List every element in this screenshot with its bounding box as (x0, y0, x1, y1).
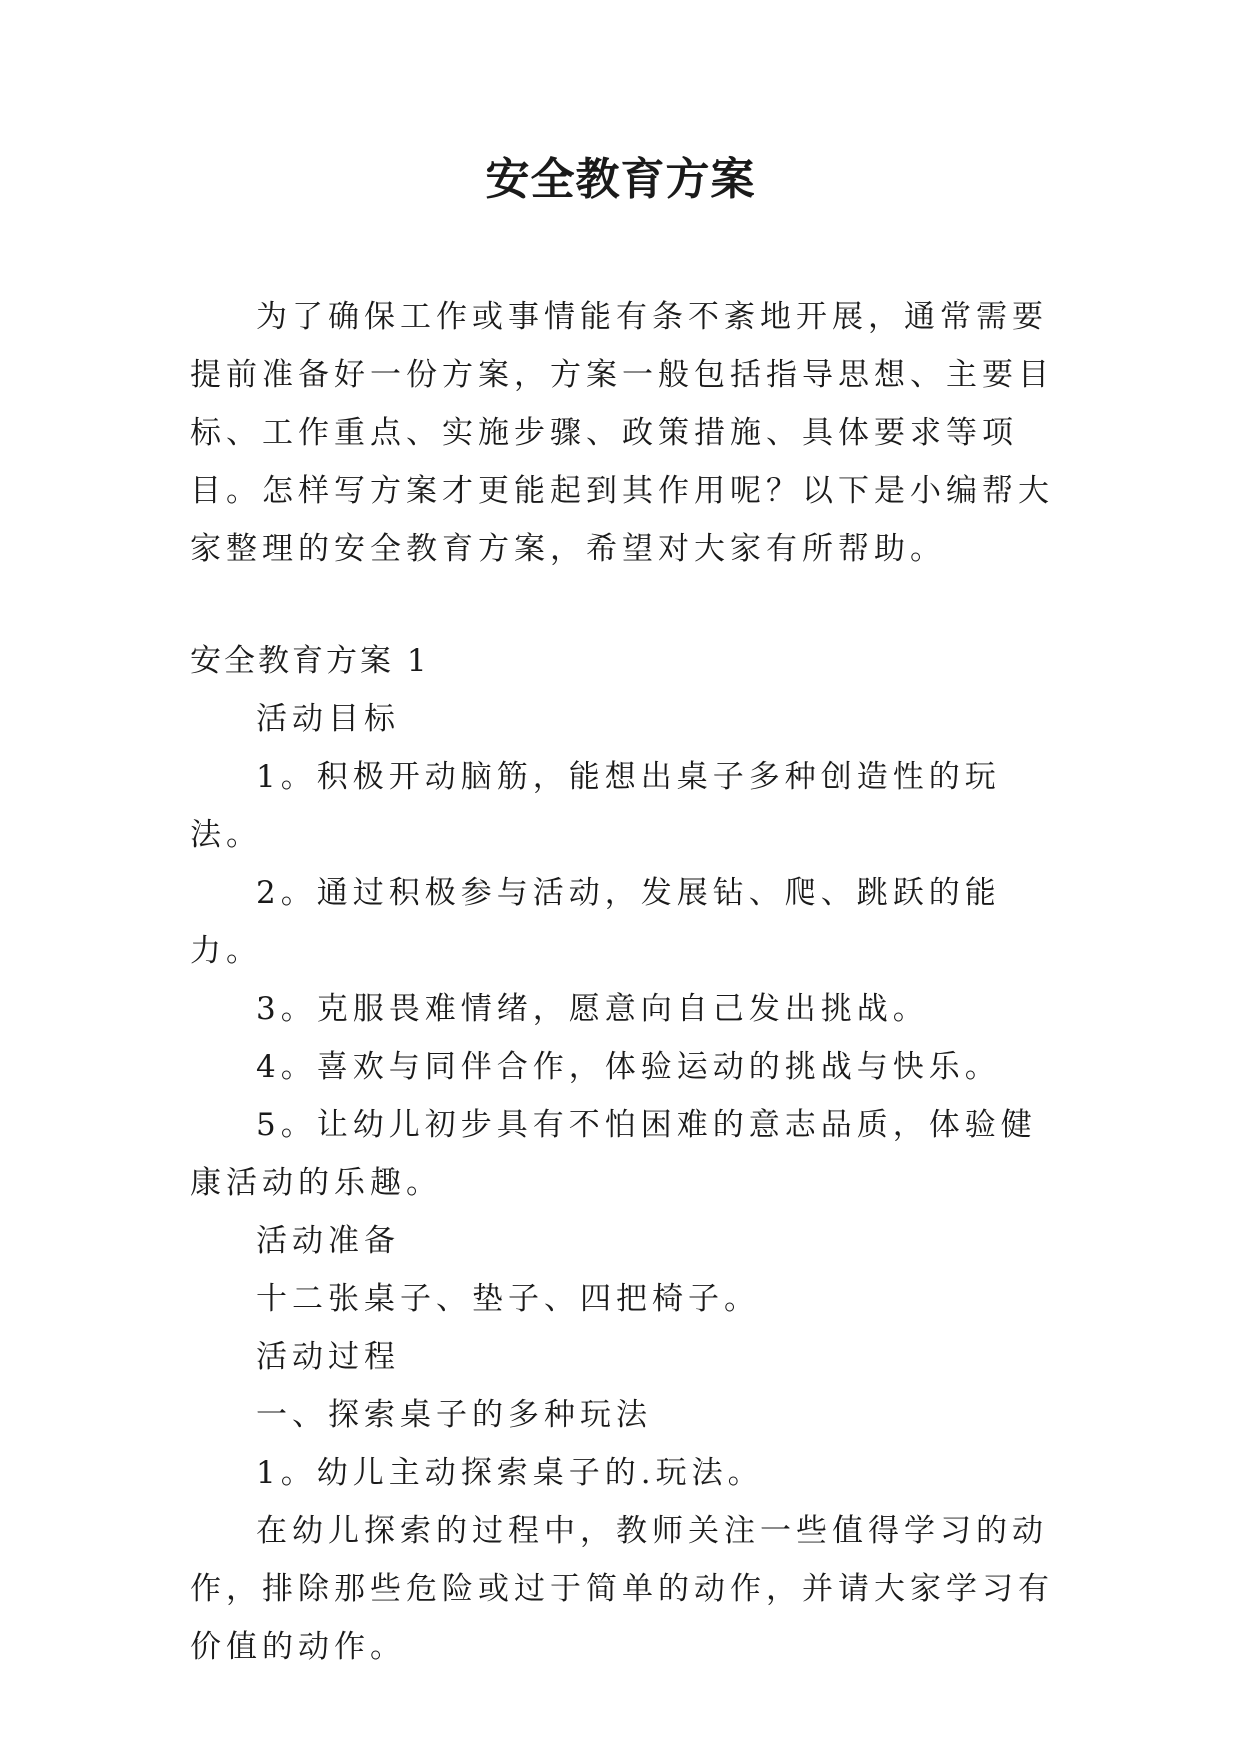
document-title: 安全教育方案 (485, 154, 756, 205)
paragraph-goal-5: 5。让幼儿初步具有不怕困难的意志品质，体验健康活动的乐趣。 (190, 1107, 1037, 1201)
paragraph-preparation: 十二张桌子、垫子、四把椅子。 (256, 1281, 760, 1317)
section-heading: 安全教育方案 1 (190, 643, 430, 679)
intro-block (190, 288, 1060, 578)
section-content (190, 632, 1060, 1676)
paragraph-process-detail: 在幼儿探索的过程中，教师关注一些值得学习的动作，排除那些危险或过于简单的动作，并请大家学习有价值的动作。 (190, 1513, 1054, 1665)
paragraph-goal-2: 2。通过积极参与活动，发展钻、爬、跳跃的能力。 (190, 875, 1001, 969)
paragraph-goal-4: 4。喜欢与同伴合作，体验运动的挑战与快乐。 (256, 1049, 1001, 1085)
paragraph-process-heading: 活动过程 (256, 1339, 400, 1375)
paragraph-goal-3: 3。克服畏难情绪，愿意向自己发出挑战。 (256, 991, 929, 1027)
intro-paragraph: 为了确保工作或事情能有条不紊地开展，通常需要提前准备好一份方案，方案一般包括指导思想、主要目标、工作重点、实施步骤、政策措施、具体要求等项目。怎样写方案才更能起到其作用呢？以下是小编帮大家整理的安全教育方案，希望对大家有所帮助。 (190, 299, 1054, 567)
paragraph-process-step-1: 一、探索桌子的多种玩法 (256, 1397, 652, 1433)
paragraph-preparation-heading: 活动准备 (256, 1223, 400, 1259)
paragraph-goal-1: 1。积极开动脑筋，能想出桌子多种创造性的玩法。 (190, 759, 1001, 853)
paragraph-process-substep-1: 1。幼儿主动探索桌子的.玩法。 (256, 1455, 764, 1491)
paragraph-activity-goal-heading: 活动目标 (256, 701, 400, 737)
